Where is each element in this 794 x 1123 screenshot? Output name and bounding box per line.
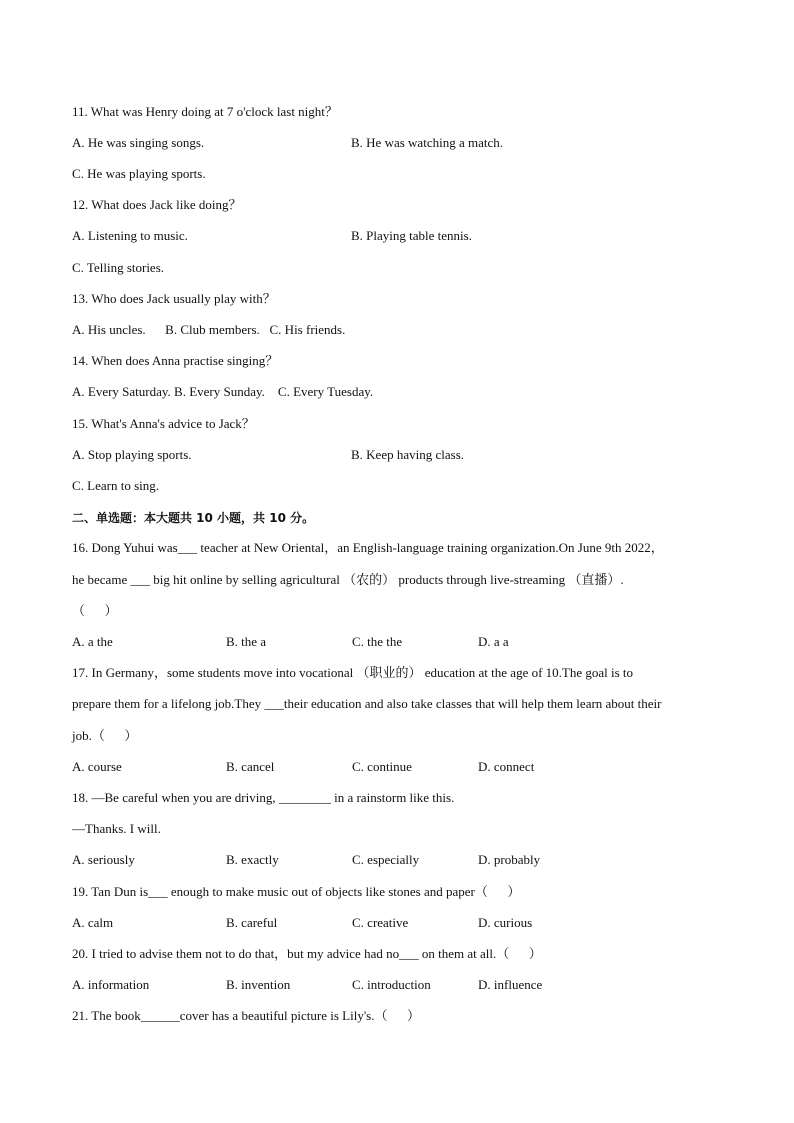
question-14-options: A. Every Saturday. B. Every Sunday. C. Every Tuesday. [72, 384, 374, 399]
question-18-option-b: B. exactly [226, 852, 279, 867]
section-2-heading: 二、单选题：本大题共 10 小题，共 10 分。 [72, 511, 315, 525]
question-20-option-c: C. introduction [352, 977, 431, 992]
question-13-stem: 13. Who does Jack usually play with？ [72, 291, 276, 306]
question-15-stem: 15. What's Anna's advice to Jack？ [72, 416, 255, 431]
question-11-option-c: C. He was playing sports. [72, 166, 206, 181]
question-20-stem: 20. I tried to advise them not to do that，but my advice had no___ on them at all.（ ） [72, 946, 542, 961]
question-20-option-a: A. information [72, 977, 150, 992]
question-17-line-3: job.（ ） [72, 728, 138, 743]
question-15-option-a: A. Stop playing sports. [72, 447, 192, 462]
question-11-option-a: A. He was singing songs. [72, 135, 205, 150]
question-17-option-b: B. cancel [226, 759, 275, 774]
question-21-stem: 21. The book______cover has a beautiful picture is Lily's.（ ） [72, 1008, 420, 1023]
question-17-option-d: D. connect [478, 759, 535, 774]
question-19-option-b: B. careful [226, 915, 278, 930]
question-18-option-a: A. seriously [72, 852, 135, 867]
question-17-line-1: 17. In Germany，some students move into vocational （职业的） education at the age of 10.The goal is to [72, 665, 634, 680]
question-18-option-c: C. especially [352, 852, 420, 867]
question-20-option-b: B. invention [226, 977, 291, 992]
question-12-option-c: C. Telling stories. [72, 260, 165, 275]
question-18-option-d: D. probably [478, 852, 541, 867]
question-19-option-a: A. calm [72, 915, 114, 930]
question-16-answer-bracket: （ ） [72, 603, 118, 618]
question-19-stem: 19. Tan Dun is___ enough to make music out of objects like stones and paper（ ） [72, 884, 521, 899]
question-17-option-a: A. course [72, 759, 122, 774]
question-13-options: A. His uncles. B. Club members. C. His friends. [72, 322, 346, 337]
question-16-option-a: A. a the [72, 634, 113, 649]
question-11-option-b: B. He was watching a match. [351, 135, 503, 150]
question-16-line-2: he became ___ big hit online by selling agricultural （农的） products through live-streaming （直播）. [72, 572, 624, 587]
question-19-option-d: D. curious [478, 915, 533, 930]
question-11-stem: 11. What was Henry doing at 7 o'clock last night？ [72, 104, 338, 119]
question-16-option-c: C. the the [352, 634, 403, 649]
question-12-option-b: B. Playing table tennis. [351, 228, 472, 243]
question-18-line-2: —Thanks. I will. [72, 821, 161, 836]
question-12-option-a: A. Listening to music. [72, 228, 188, 243]
question-20-option-d: D. influence [478, 977, 543, 992]
question-16-option-d: D. a a [478, 634, 509, 649]
question-12-stem: 12. What does Jack like doing？ [72, 197, 242, 212]
question-17-line-2: prepare them for a lifelong job.They ___their education and also take classes that will help them learn about their [72, 696, 662, 711]
question-16-option-b: B. the a [226, 634, 267, 649]
question-15-option-c: C. Learn to sing. [72, 478, 160, 493]
question-19-option-c: C. creative [352, 915, 409, 930]
question-17-option-c: C. continue [352, 759, 412, 774]
question-14-stem: 14. When does Anna practise singing？ [72, 353, 279, 368]
question-15-option-b: B. Keep having class. [351, 447, 465, 462]
question-16-line-1: 16. Dong Yuhui was___ teacher at New Oriental，an English-language training organization.On June 9th 2022， [72, 540, 664, 555]
question-18-line-1: 18. —Be careful when you are driving, ________ in a rainstorm like this. [72, 790, 455, 805]
